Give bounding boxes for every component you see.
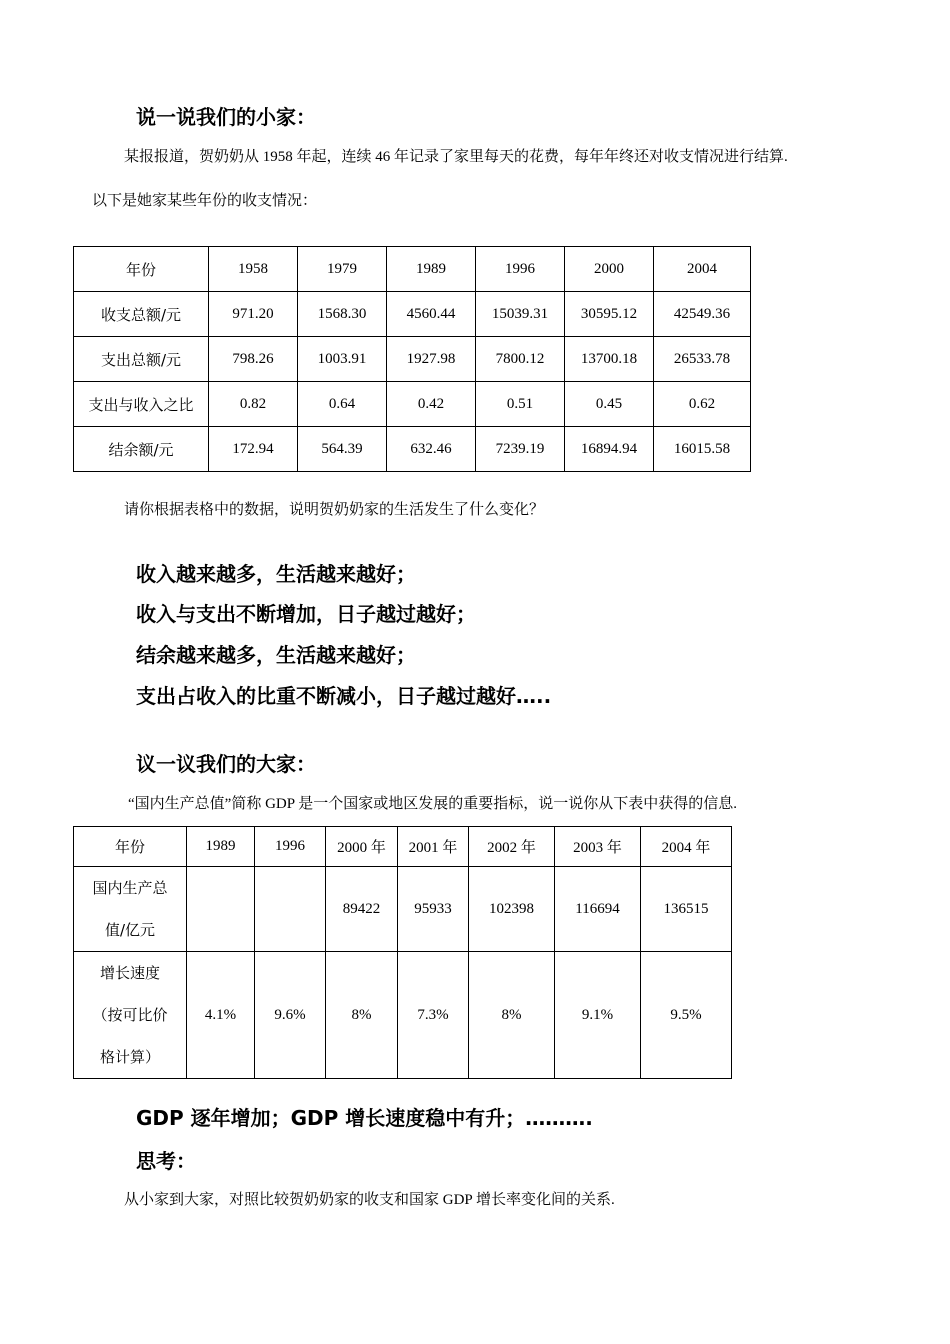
table-row (74, 427, 751, 472)
table-cell: 2004 (654, 247, 751, 292)
table-cell: 0.82 (209, 382, 298, 427)
table-row (74, 292, 751, 337)
table-cell: 收支总额/元 (74, 292, 209, 337)
section-heading-big-family: 议一议我们的大家： (136, 752, 316, 776)
table-cell: 1989 (387, 247, 476, 292)
gdp-row-label-line2: 值/亿元 (104, 921, 156, 939)
table-cell: 2000 (565, 247, 654, 292)
table-cell (255, 867, 326, 952)
table-cell: 26533.78 (654, 337, 751, 382)
gdp-intro-paragraph: “国内生产总值”简称 GDP 是一个国家或地区发展的重要指标，说一说你从下表中获得的信息. (128, 796, 738, 812)
table-header-row (74, 247, 751, 292)
table-cell (187, 867, 255, 952)
table-cell: 8% (469, 952, 555, 1079)
table-row (74, 867, 732, 952)
gdp-table (73, 826, 732, 1079)
table-cell: 0.42 (387, 382, 476, 427)
answer-line: 支出占收入的比重不断减小，日子越过越好….. (136, 684, 552, 708)
table-cell: 971.20 (209, 292, 298, 337)
table-cell: 7800.12 (476, 337, 565, 382)
gdp-row-label-line1: 国内生产总 (92, 879, 168, 897)
table-cell: 0.51 (476, 382, 565, 427)
table-cell: 9.5% (641, 952, 732, 1079)
table-cell: 1003.91 (298, 337, 387, 382)
table-row (74, 337, 751, 382)
table-row (74, 382, 751, 427)
think-text: 从小家到大家，对照比较贺奶奶家的收支和国家 GDP 增长率变化间的关系. (124, 1192, 615, 1208)
table-cell: 0.62 (654, 382, 751, 427)
answer-line: 结余越来越多，生活越来越好； (136, 643, 416, 667)
table-cell: 16015.58 (654, 427, 751, 472)
table-cell: 1989 (187, 827, 255, 867)
table-cell: 9.1% (555, 952, 641, 1079)
table-cell: 798.26 (209, 337, 298, 382)
table-cell: 89422 (326, 867, 398, 952)
table-row (74, 952, 732, 1079)
table-cell: 116694 (555, 867, 641, 952)
table-cell (74, 952, 187, 1079)
table-cell: 172.94 (209, 427, 298, 472)
table-cell (74, 867, 187, 952)
answer-line: 收入越来越多，生活越来越好； (136, 562, 416, 586)
table-cell: 7239.19 (476, 427, 565, 472)
household-budget-table (73, 246, 751, 472)
gdp-answer-line: GDP 逐年增加；GDP 增长速度稳中有升；………. (136, 1106, 593, 1130)
table-cell: 4.1% (187, 952, 255, 1079)
table-cell: 0.64 (298, 382, 387, 427)
table-cell: 16894.94 (565, 427, 654, 472)
table-cell: 年份 (74, 827, 187, 867)
table-cell: 13700.18 (565, 337, 654, 382)
table-cell: 564.39 (298, 427, 387, 472)
table-cell: 136515 (641, 867, 732, 952)
table-cell: 支出总额/元 (74, 337, 209, 382)
table-cell: 2000 年 (326, 827, 398, 867)
table-header-row (74, 827, 732, 867)
table-cell: 9.6% (255, 952, 326, 1079)
table-cell: 1979 (298, 247, 387, 292)
table-cell: 4560.44 (387, 292, 476, 337)
table-cell: 102398 (469, 867, 555, 952)
think-heading: 思考： (136, 1149, 196, 1173)
table-cell: 2002 年 (469, 827, 555, 867)
table-cell: 2001 年 (398, 827, 469, 867)
growth-row-label-line1: 增长速度 (99, 964, 160, 982)
table-cell: 2003 年 (555, 827, 641, 867)
table-cell: 42549.36 (654, 292, 751, 337)
table-cell: 支出与收入之比 (74, 382, 209, 427)
table-cell: 30595.12 (565, 292, 654, 337)
table-cell: 7.3% (398, 952, 469, 1079)
intro-paragraph-line2: 以下是她家某些年份的收支情况： (92, 193, 318, 209)
table-cell: 0.45 (565, 382, 654, 427)
growth-row-label-line2: （按可比价 (92, 1006, 168, 1024)
table-cell: 1927.98 (387, 337, 476, 382)
table-cell: 年份 (74, 247, 209, 292)
table-cell: 15039.31 (476, 292, 565, 337)
table-cell: 1568.30 (298, 292, 387, 337)
table-cell: 632.46 (387, 427, 476, 472)
table-cell: 95933 (398, 867, 469, 952)
table-cell: 1996 (476, 247, 565, 292)
answer-line: 收入与支出不断增加，日子越过越好； (136, 602, 476, 626)
growth-row-label-line3: 格计算） (99, 1048, 160, 1066)
table-cell: 1958 (209, 247, 298, 292)
table-cell: 1996 (255, 827, 326, 867)
table-cell: 8% (326, 952, 398, 1079)
question-text: 请你根据表格中的数据，说明贺奶奶家的生活发生了什么变化？ (124, 502, 545, 518)
table-cell: 2004 年 (641, 827, 732, 867)
section-heading-small-family: 说一说我们的小家： (136, 105, 316, 129)
table-cell: 结余额/元 (74, 427, 209, 472)
intro-paragraph-line1: 某报报道，贺奶奶从 1958 年起，连续 46 年记录了家里每天的花费，每年年终还对收支情况进行结算. (124, 149, 788, 165)
